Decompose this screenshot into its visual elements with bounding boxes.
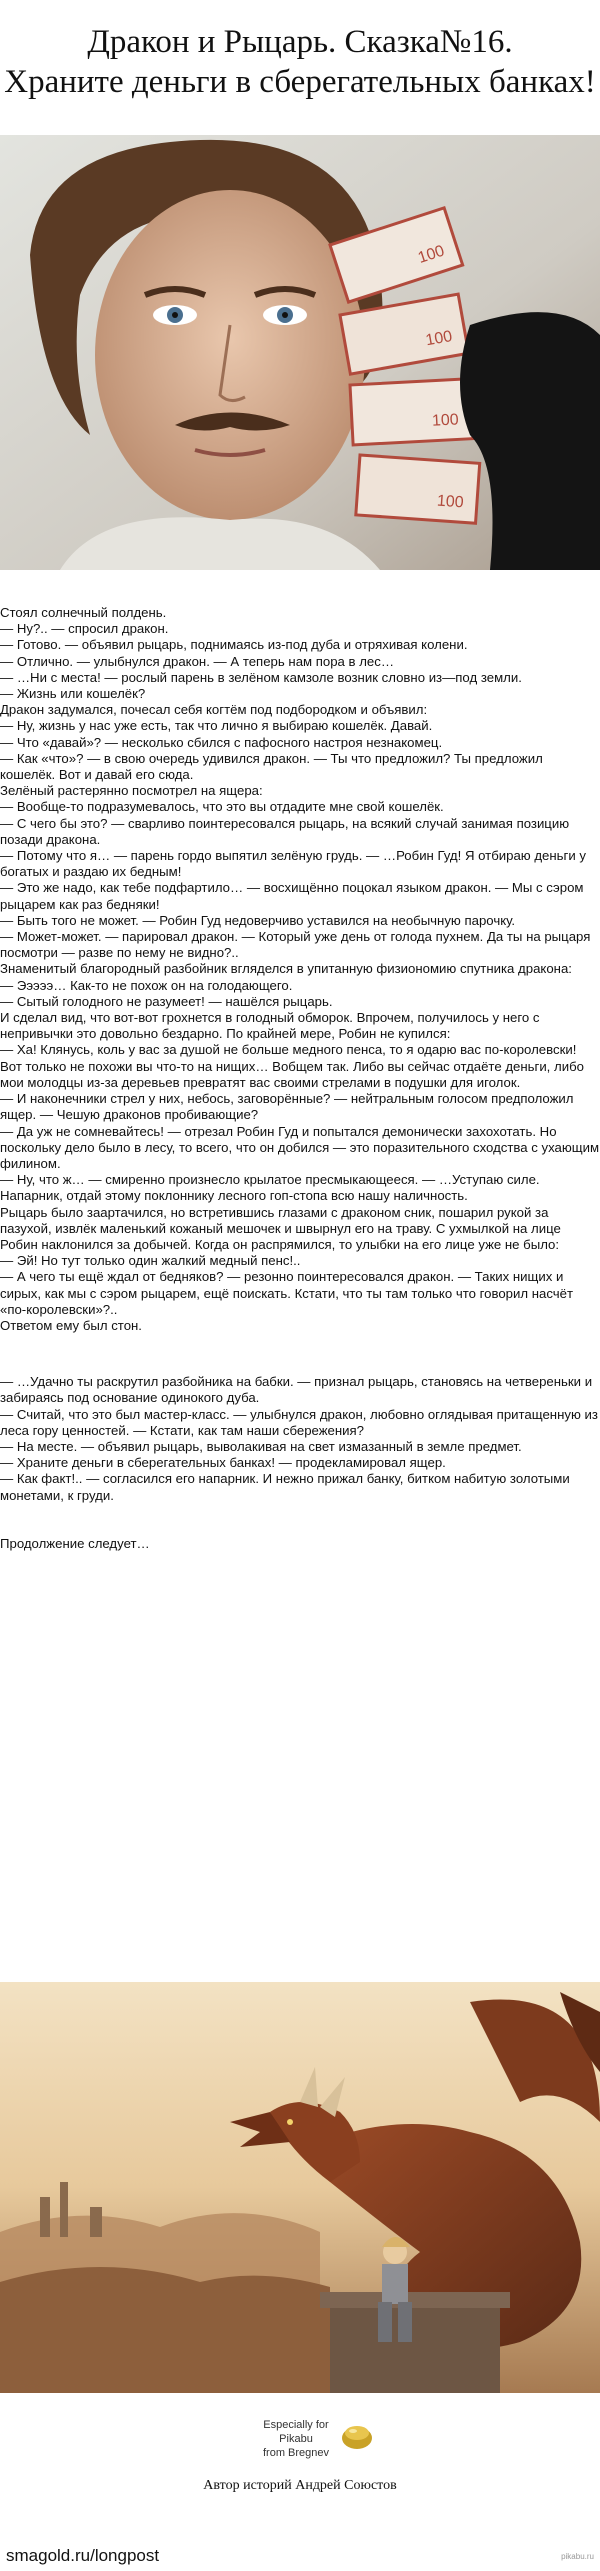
story-paragraph: — Ну, что ж… — смиренно произнесло крылатое пресмыкающееся. — …Уступаю силе. Напарник, отдай этому поклоннику лесного гоп-стопа всю нашу наличность. (0, 1172, 540, 1204)
story-paragraph: — Потому что я… — парень гордо выпятил зелёную грудь. — …Робин Гуд! Я отбираю деньги у богатых и раздаю их бедным! (0, 848, 586, 880)
painting-dragon-and-knight (0, 1982, 600, 2393)
story-paragraph: — Как «что»? — в свою очередь удивился дракон. — Ты что предложил? Ты предложил кошелёк. Вот и давай его сюда. (0, 750, 543, 783)
story-paragraph: — …Ни с места! — рослый парень в зелёном камзоле возник словно из—под земли. (0, 669, 522, 685)
story-paragraph: — Эээээ… Как-то не похож он на голодающего. (0, 977, 293, 993)
story-paragraph: — Ха! Клянусь, коль у вас за душой не больше медного пенса, то я одарю вас по-королевски! Вот только не похожи вы что-то на нищих… Вобщем так. Либо вы сейчас отдаёте деньги, либо мои молодцы из-за деревьев превратят вас своими стрелами в подушки для иголок. (0, 1042, 584, 1090)
story-ending: Продолжение следует… (0, 1535, 150, 1551)
story-part-2 (0, 1374, 600, 1504)
story-paragraph: Ответом ему был стон. (0, 1317, 142, 1333)
story-paragraph: — Вообще-то подразумевалось, что это вы отдадите мне свой кошелёк. (0, 799, 444, 815)
photo-man-with-banknotes (0, 135, 600, 570)
svg-text:100: 100 (436, 492, 465, 512)
story-paragraph: — Что «давай»? — несколько сбился с пафосного настроя незнакомец. (0, 734, 443, 750)
author-credit: Автор историй Андрей Союстов (203, 2478, 397, 2493)
photo-illustration (0, 135, 600, 570)
story-part-1 (0, 605, 600, 1334)
story-paragraph: — Это же надо, как тебе подфартило… — восхищённо поцокал языком дракон. — Мы с сэром рыцарем как раз бедняки! (0, 880, 584, 912)
story-paragraph: — Считай, что это был мастер-класс. — улыбнулся дракон, любовно оглядывая притащенную из леса гору ценностей. — Кстати, как там наши сбережения? (0, 1406, 598, 1438)
story-paragraph: Рыцарь было заартачился, но встретившись глазами с драконом сник, пошарил рукой за пазухой, извлёк маленький кожаный мешочек и швырнул его на траву. С ухмылкой на лице Робин наклонился за добычей. Когда он распрямился, то улыбки на его лице уже не было: (0, 1204, 561, 1252)
story-paragraph: — Ну, жизнь у нас уже есть, так что лично я выбираю кошелёк. Давай. (0, 718, 433, 734)
title-line-2: Храните деньги в сберегательных банках! (4, 64, 596, 100)
section-gap (0, 1504, 600, 1536)
story-paragraph: — Жизнь или кошелёк? (0, 686, 146, 702)
story-paragraph: — Может-может. — парировал дракон. — Который уже день от голода пухнем. Да ты на рыцаря посмотри — разве по нему не видно?.. (0, 929, 591, 961)
story-paragraph: — Быть того не может. — Робин Гуд недоверчиво уставился на необычную парочку. (0, 912, 516, 928)
story-paragraph: Стоял солнечный полдень. (0, 605, 167, 620)
story-paragraph: И сделал вид, что вот-вот грохнется в голодный обморок. Впрочем, получилось у него с непривычки это довольно бездарно. По крайней мере, Робин не купился: (0, 1010, 540, 1042)
story-paragraph: — Ну?.. — спросил дракон. (0, 621, 169, 637)
story-paragraph: — Да уж не сомневайтесь! — отрезал Робин Гуд и попытался демонически захохотать. Но поскольку дело было в лесу, то всего, что он добился — это поразительного сходства с ухающим филином. (0, 1123, 600, 1171)
svg-text:100: 100 (424, 327, 454, 350)
gold-jar-icon (340, 2420, 374, 2450)
story-paragraph: — На месте. — объявил рыцарь, выволакивая на свет измазанный в земле предмет. (0, 1438, 522, 1454)
pikabu-watermark: pikabu.ru (561, 2552, 594, 2561)
story-paragraph: Знаменитый благородный разбойник вгляделся в упитанную физиономию спутника дракона: (0, 961, 572, 977)
story-text (0, 605, 600, 1552)
story-paragraph: — Отлично. — улыбнулся дракон. — А теперь нам пора в лес… (0, 653, 395, 669)
pikabu-credit-line-1: Especially for Pikabu (263, 2419, 329, 2445)
story-paragraph: Зелёный растерянно посмотрел на ящера: (0, 783, 263, 799)
story-paragraph: — …Удачно ты раскрутил разбойника на бабки. — признал рыцарь, становясь на четвереньки и забираясь под основание одинокого дуба. (0, 1374, 593, 1406)
story-paragraph: — А чего ты ещё ждал от бедняков? — резонно поинтересовался дракон. — Таких нищих и сирых, как мы с сэром рыцарем, ещё поискать. Кстати, что ты там только что говорил насчёт «по-королевски»?.. (0, 1269, 574, 1317)
pikabu-credit (248, 2418, 344, 2460)
svg-text:100: 100 (415, 242, 447, 267)
story-paragraph: — Готово. — объявил рыцарь, поднимаясь из-под дуба и отряхивая колени. (0, 637, 468, 653)
title-line-1: Дракон и Рыцарь. Сказка№16. (87, 24, 513, 60)
pikabu-credit-line-2: from Bregnev (262, 2447, 330, 2459)
story-paragraph: — И наконечники стрел у них, небось, заговорённые? — нейтральным голосом предположил ящер. — Чешую драконов пробивающие? (0, 1091, 574, 1123)
story-paragraph: — Храните деньги в сберегательных банках! — продекламировал ящер. (0, 1455, 446, 1471)
story-paragraph: Дракон задумался, почесал себя когтём под подбородком и объявил: (0, 702, 428, 718)
section-gap (0, 1334, 600, 1374)
story-paragraph: — С чего бы это? — сварливо поинтересовался рыцарь, на всякий случай занимая позицию позади дракона. (0, 815, 570, 847)
source-site-text: smagold.ru/longpost (6, 2546, 160, 2565)
painting-illustration (0, 1982, 600, 2393)
story-paragraph: — Сытый голодного не разумеет! — нашёлся рыцарь. (0, 993, 333, 1009)
svg-text:100: 100 (431, 411, 460, 430)
story-paragraph: — Как факт!.. — согласился его напарник. И нежно прижал банку, битком набитую золотыми монетами, к груди. (0, 1471, 570, 1503)
page-title (0, 22, 600, 102)
story-paragraph: — Эй! Но тут только один жалкий медный пенс!.. (0, 1253, 301, 1269)
